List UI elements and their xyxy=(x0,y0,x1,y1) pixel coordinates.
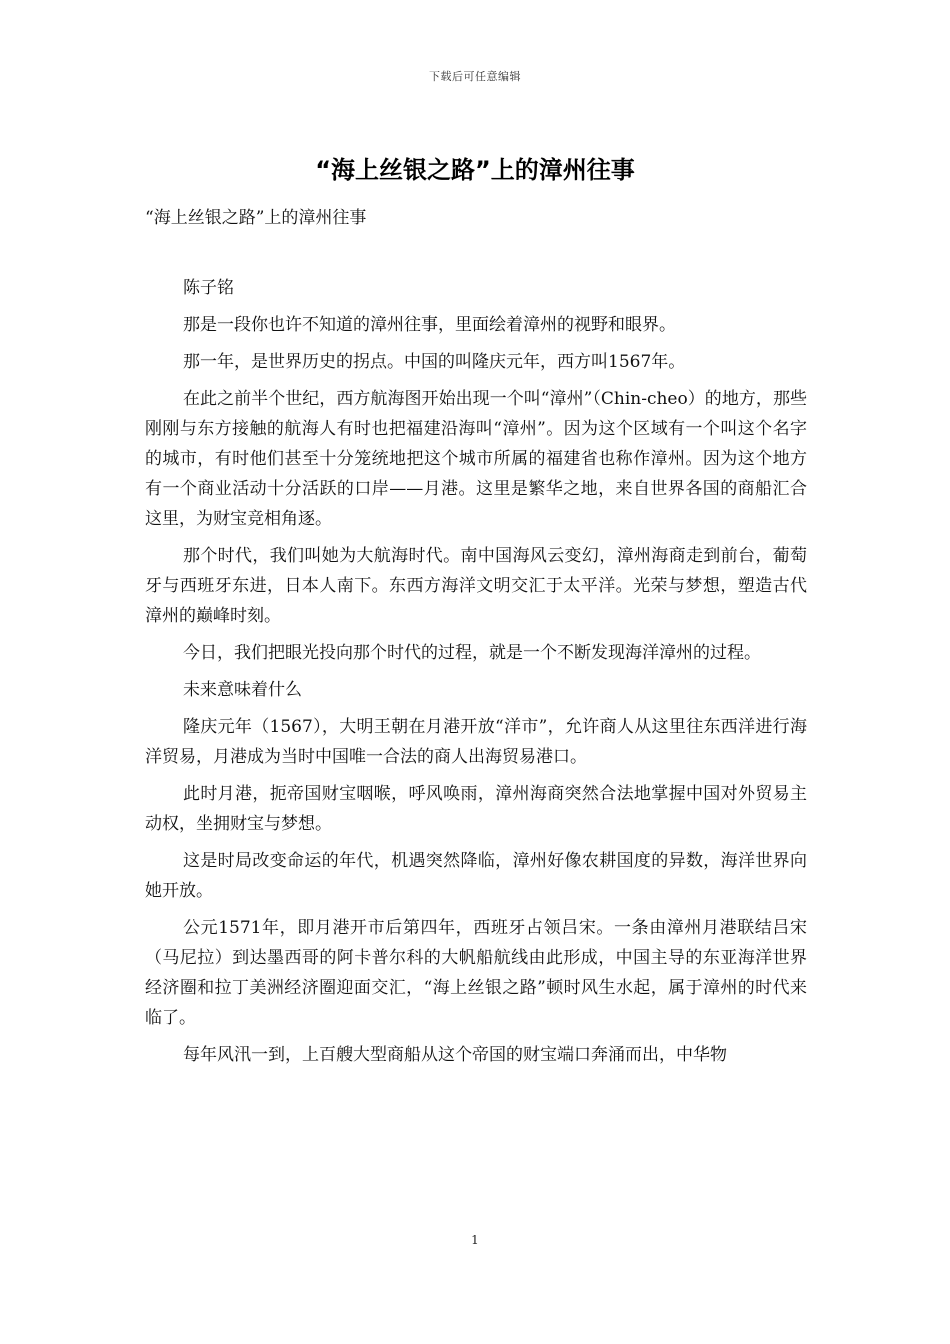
paragraph: 那个时代，我们叫她为大航海时代。南中国海风云变幻，漳州海商走到前台，葡萄牙与西班牙东进，日本人南下。东西方海洋文明交汇于太平洋。光荣与梦想，塑造古代漳州的巅峰时刻。 xyxy=(145,546,807,626)
paragraph: 那是一段你也许不知道的漳州往事，里面绘着漳州的视野和眼界。 xyxy=(183,315,676,335)
author-line: 陈子铭 xyxy=(183,278,234,298)
paragraph: 此时月港，扼帝国财宝咽喉，呼风唤雨，漳州海商突然合法地掌握中国对外贸易主动权，坐拥财宝与梦想。 xyxy=(145,784,807,834)
paragraph: 那一年，是世界历史的拐点。中国的叫隆庆元年，西方叫1567年。 xyxy=(183,352,686,372)
paragraph: 公元1571年，即月港开市后第四年，西班牙占领吕宋。一条由漳州月港联结吕宋（马尼拉）到达墨西哥的阿卡普尔科的大帆船航线由此形成，中国主导的东亚海洋世界经济圈和拉丁美洲经济圈迎面交汇，“海上丝银之路”顿时风生水起，属于漳州的时代来临了。 xyxy=(145,918,807,1028)
document-body xyxy=(145,273,807,1077)
page-number: 1 xyxy=(471,1233,479,1247)
document-title: “海上丝银之路”上的漳州往事 xyxy=(315,156,635,184)
document-subtitle: “海上丝银之路”上的漳州往事 xyxy=(145,208,367,228)
header-note: 下载后可任意编辑 xyxy=(429,70,521,83)
paragraph: 今日，我们把眼光投向那个时代的过程，就是一个不断发现海洋漳州的过程。 xyxy=(183,643,761,663)
paragraph: 这是时局改变命运的年代，机遇突然降临，漳州好像农耕国度的异数，海洋世界向她开放。 xyxy=(145,851,807,901)
section-heading: 未来意味着什么 xyxy=(183,680,302,700)
paragraph: 在此之前半个世纪，西方航海图开始出现一个叫“漳州”（Chin-cheo）的地方，那些刚刚与东方接触的航海人有时也把福建沿海叫“漳州”。因为这个区域有一个叫这个名字的城市，有时他们甚至十分笼统地把这个城市所属的福建省也称作漳州。因为这个地方有一个商业活动十分活跃的口岸——月港。这里是繁华之地，来自世界各国的商船汇合这里，为财宝竞相角逐。 xyxy=(145,389,807,529)
paragraph: 每年风汛一到，上百艘大型商船从这个帝国的财宝端口奔涌而出，中华物 xyxy=(183,1045,727,1065)
paragraph: 隆庆元年（1567），大明王朝在月港开放“洋市”，允许商人从这里往东西洋进行海洋贸易，月港成为当时中国唯一合法的商人出海贸易港口。 xyxy=(145,717,807,767)
